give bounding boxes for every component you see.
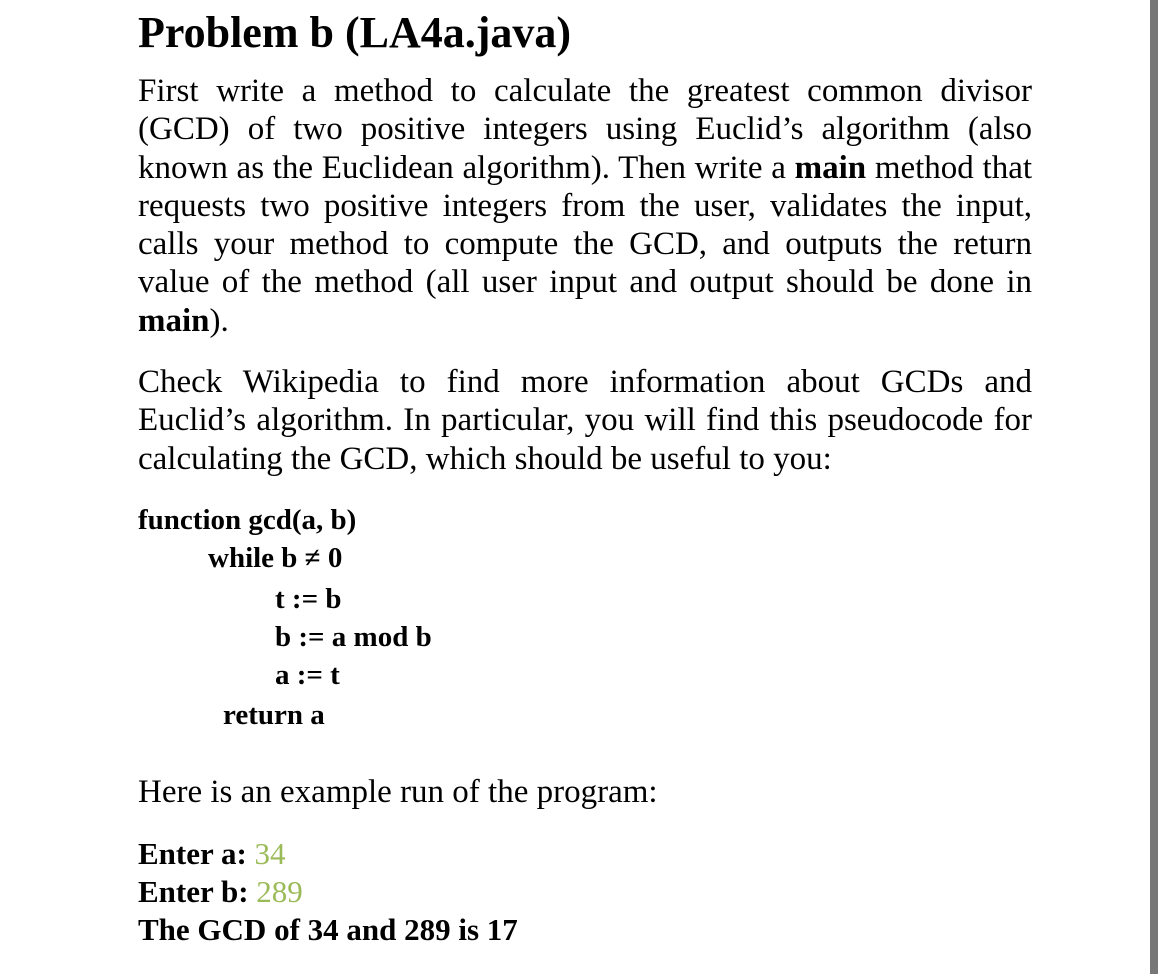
pseudocode-line: a := t [275,659,340,691]
instructions-paragraph [138,72,1032,340]
page-edge-bar [1150,0,1158,974]
instructions-text-c: ). [209,302,229,339]
prompt-b: Enter b: [138,874,257,909]
pseudocode-line: t := b [275,583,342,615]
main-keyword-a: main [794,149,867,186]
input-value-a: 34 [254,836,286,871]
input-value-b: 289 [256,874,303,909]
main-keyword-b: main [138,302,210,339]
example-run-line [138,874,303,910]
pseudocode-line: b := a mod b [275,621,432,653]
instructions-text-b: method that requests two positive integers from the user, validates the input, calls your method to compute the GCD, and outputs the return value of the method (all user input and output should be done in [138,149,1033,301]
wikipedia-paragraph: Check Wikipedia to find more information about GCDs and Euclid’s algorithm. In particular, you will find this pseudocode for calculating the GCD, which should be useful to you: [138,364,1032,477]
example-run-result: The GCD of 34 and 289 is 17 [138,912,518,947]
instructions-text-a: First write a method to calculate the greatest common divisor (GCD) of two positive integers using Euclid’s algorithm (also known as the Euclidean algorithm). Then write a [138,73,1032,186]
pseudocode-line: return a [223,699,325,731]
example-run-line [138,836,286,872]
pseudocode-line: function gcd(a, b) [138,504,357,536]
pseudocode-line: while b ≠ 0 [208,542,343,574]
prompt-a: Enter a: [138,836,255,871]
problem-title: Problem b (LA4a.java) [138,8,572,57]
example-intro: Here is an example run of the program: [138,774,658,810]
